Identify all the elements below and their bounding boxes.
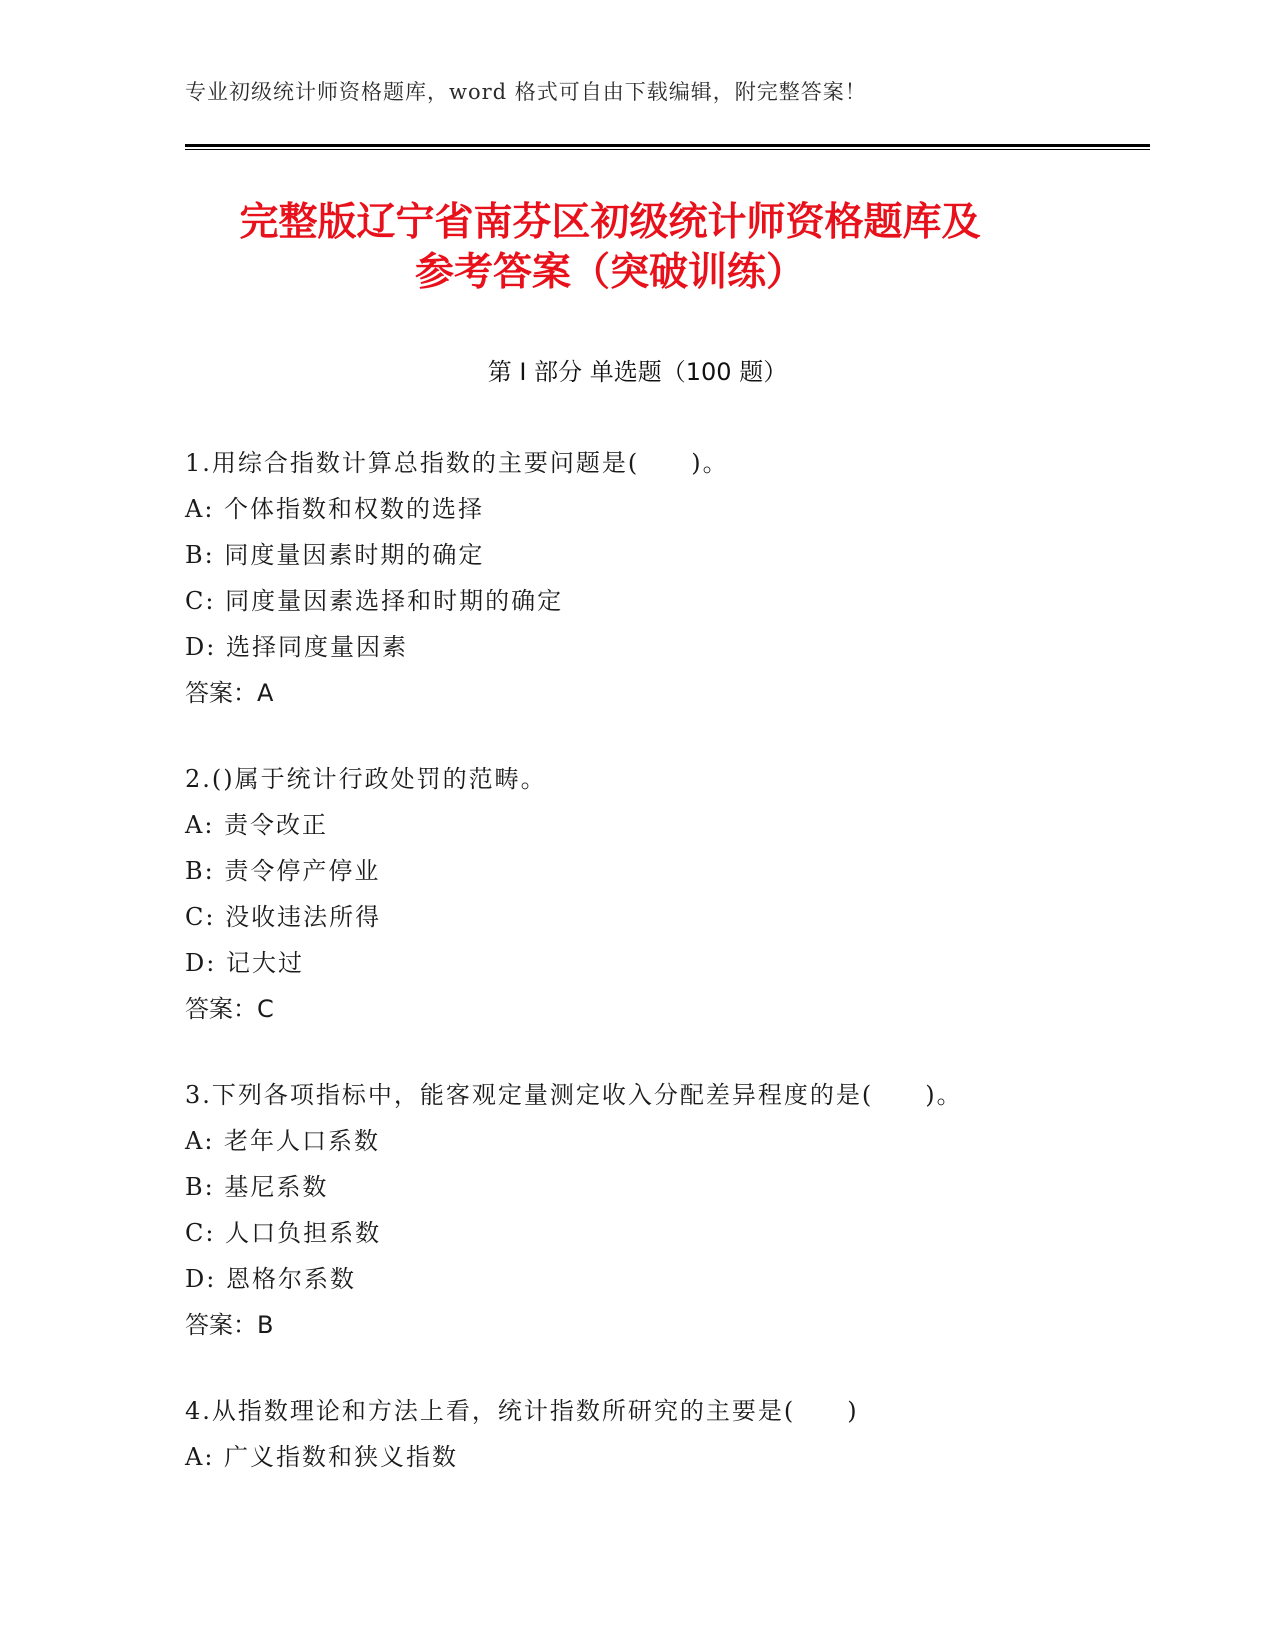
option-c: C: 没收违法所得 <box>185 903 382 931</box>
option-c: C: 人口负担系数 <box>185 1219 382 1247</box>
option-a: A: 个体指数和权数的选择 <box>185 495 485 523</box>
header-note: 专业初级统计师资格题库，word 格式可自由下载编辑，附完整答案！ <box>185 80 867 104</box>
option-d: D: 选择同度量因素 <box>185 633 408 661</box>
title-line-1: 完整版辽宁省南芬区初级统计师资格题库及 <box>239 200 981 245</box>
option-a: A: 责令改正 <box>185 811 329 839</box>
question-list <box>185 440 1185 1520</box>
question-stem: 2.()属于统计行政处罚的范畴。 <box>185 765 547 793</box>
option-b: B: 责令停产停业 <box>185 857 381 885</box>
option-a: A: 广义指数和狭义指数 <box>185 1443 459 1471</box>
question-4 <box>185 1388 1185 1480</box>
option-d: D: 记大过 <box>185 949 304 977</box>
question-stem: 1.用综合指数计算总指数的主要问题是( )。 <box>185 449 729 477</box>
option-b: B: 同度量因素时期的确定 <box>185 541 485 569</box>
question-1 <box>185 440 1185 716</box>
section-heading: 第 I 部分 单选题（100 题） <box>487 358 788 386</box>
question-2 <box>185 756 1185 1032</box>
answer: 答案：A <box>185 679 274 707</box>
question-stem: 4.从指数理论和方法上看，统计指数所研究的主要是( ) <box>185 1397 859 1425</box>
option-d: D: 恩格尔系数 <box>185 1265 356 1293</box>
document-title <box>120 198 1100 298</box>
header-rule-thin <box>185 149 1150 150</box>
title-line-2: 参考答案（突破训练） <box>414 250 805 295</box>
header-rule-thick <box>185 144 1150 147</box>
question-3 <box>185 1072 1185 1348</box>
answer: 答案：B <box>185 1311 274 1339</box>
option-a: A: 老年人口系数 <box>185 1127 381 1155</box>
question-stem: 3.下列各项指标中，能客观定量测定收入分配差异程度的是( )。 <box>185 1081 963 1109</box>
answer: 答案：C <box>185 995 274 1023</box>
option-c: C: 同度量因素选择和时期的确定 <box>185 587 564 615</box>
option-b: B: 基尼系数 <box>185 1173 329 1201</box>
